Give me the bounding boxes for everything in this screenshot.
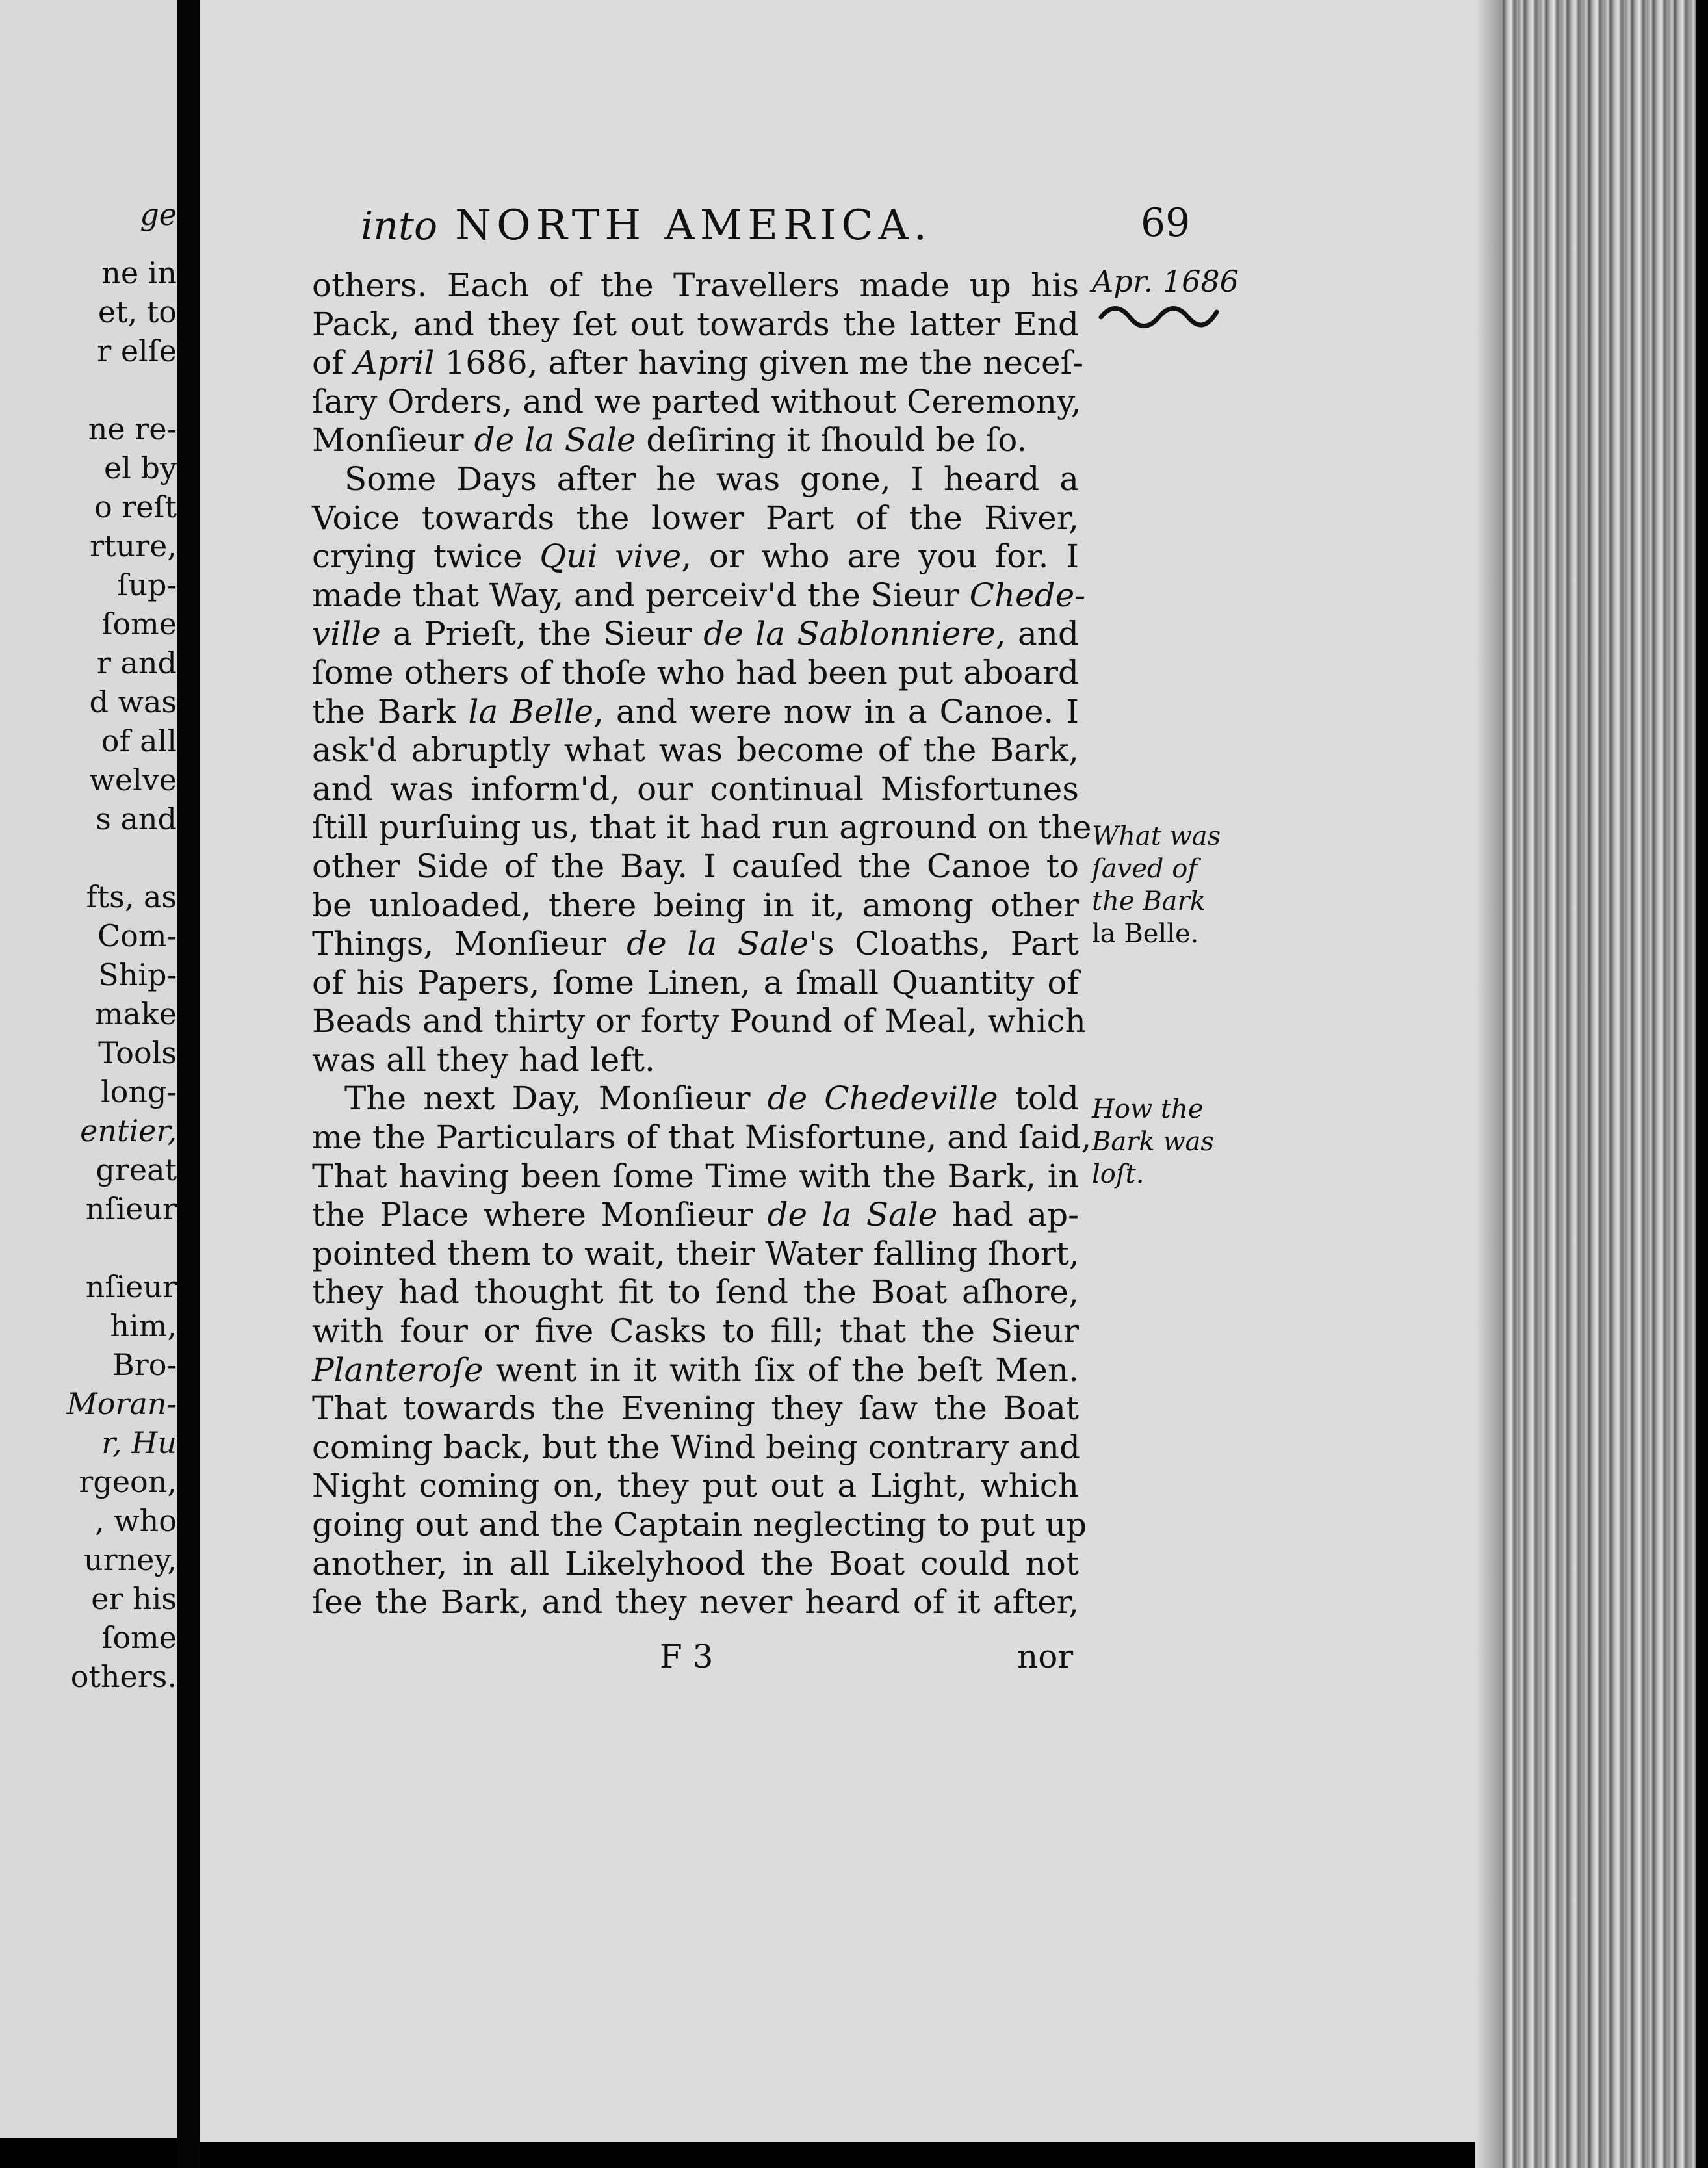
text-segment: going out and the Captain neglecting to put up bbox=[312, 1506, 1087, 1543]
italic-text: de la Sale bbox=[474, 421, 636, 459]
text-line bbox=[312, 1428, 1079, 1467]
text-line bbox=[312, 383, 1079, 422]
text-segment: of his Papers, ſome Linen, a ſmall Quantity of bbox=[312, 963, 1079, 1001]
margin-note-line: the Bark bbox=[1092, 886, 1206, 916]
text-line bbox=[312, 1118, 1092, 1157]
text-line bbox=[312, 537, 1079, 576]
text-line bbox=[312, 731, 1079, 770]
text-line bbox=[312, 847, 1079, 886]
text-line bbox=[312, 1002, 1086, 1041]
text-segment: ſee the Bark, and they never heard of it after, bbox=[312, 1583, 1079, 1621]
text-line bbox=[312, 1312, 1079, 1351]
text-segment: crying twice bbox=[312, 537, 540, 576]
text-segment: , or who are you for. I bbox=[681, 537, 1080, 576]
left-page-line: Moran- bbox=[66, 1386, 177, 1421]
left-page-line: ne in bbox=[101, 255, 177, 290]
text-line bbox=[312, 344, 1083, 383]
left-page-line: long- bbox=[100, 1074, 177, 1109]
text-segment: ſtill purſuing us, that it had run aground on the bbox=[312, 808, 1092, 847]
margin-note-line: loſt. bbox=[1092, 1159, 1145, 1189]
text-segment: of bbox=[312, 344, 354, 382]
text-segment: be unloaded, there being in it, among other bbox=[312, 886, 1079, 924]
text-line bbox=[312, 305, 1079, 344]
text-segment: Pack, and they ſet out towards the latter End bbox=[312, 305, 1079, 343]
left-page-line: r and bbox=[96, 645, 177, 680]
text-segment: me the Particulars of that Misfortune, and ſaid, bbox=[312, 1118, 1092, 1157]
text-line bbox=[312, 964, 1079, 1003]
page-edges bbox=[1475, 0, 1696, 2168]
text-line bbox=[312, 1583, 1079, 1622]
left-facing-page bbox=[0, 0, 177, 2138]
page-edge-shadow bbox=[1475, 0, 1501, 2168]
text-segment: they had thought fit to ſend the Boat aſhore, bbox=[312, 1273, 1079, 1311]
book-gutter bbox=[177, 0, 200, 2168]
text-segment: , and bbox=[995, 615, 1079, 653]
left-page-line: o reſt bbox=[94, 489, 177, 524]
swash-ornament-icon bbox=[1097, 303, 1221, 329]
margin-note-line: How the bbox=[1092, 1094, 1204, 1124]
margin-note-saved bbox=[1092, 820, 1221, 950]
text-line bbox=[312, 615, 1079, 654]
text-segment: was all they had left. bbox=[312, 1040, 655, 1079]
left-page-line: , who bbox=[95, 1503, 177, 1538]
text-segment: another, in all Likelyhood the Boat could not bbox=[312, 1544, 1079, 1582]
text-segment: told bbox=[998, 1079, 1079, 1118]
italic-text: ville bbox=[312, 615, 381, 653]
text-line bbox=[312, 421, 1079, 460]
left-page-line: entier, bbox=[80, 1113, 177, 1148]
text-line bbox=[312, 1545, 1079, 1584]
text-segment: deſiring it ſhould be ſo. bbox=[636, 421, 1028, 459]
left-page-line: great bbox=[96, 1152, 177, 1187]
italic-text: Qui vive bbox=[539, 537, 682, 576]
text-line bbox=[312, 1079, 1079, 1118]
italic-text: la Belle bbox=[468, 692, 594, 730]
text-segment: 1686, after having given me the neceſ- bbox=[434, 344, 1083, 382]
page-number: 69 bbox=[1141, 200, 1191, 246]
text-line bbox=[312, 499, 1079, 538]
italic-text: de Chedeville bbox=[767, 1079, 998, 1118]
margin-note-line: ſaved of bbox=[1092, 854, 1198, 884]
text-line bbox=[312, 1196, 1079, 1235]
text-line bbox=[312, 925, 1079, 964]
running-head bbox=[361, 201, 1271, 253]
text-segment: ſary Orders, and we parted without Ceremony, bbox=[312, 382, 1081, 420]
italic-text: Chede- bbox=[969, 576, 1086, 614]
left-page-line: Ship- bbox=[98, 957, 177, 992]
text-line bbox=[312, 1235, 1079, 1274]
text-line bbox=[312, 654, 1079, 693]
text-segment: the Place where Monſieur bbox=[312, 1196, 768, 1234]
left-page-line: r, Hu bbox=[101, 1425, 177, 1460]
italic-text: Planteroſe bbox=[312, 1350, 484, 1389]
text-line bbox=[312, 266, 1079, 305]
margin-date-text: Apr. 1686 bbox=[1092, 264, 1239, 299]
running-head-into: into bbox=[361, 203, 438, 249]
text-segment: The next Day, Monſieur bbox=[344, 1079, 768, 1118]
left-page-line: welve bbox=[89, 762, 177, 797]
text-segment: ask'd abruptly what was become of the Bark, bbox=[312, 731, 1079, 769]
left-page-line: Com- bbox=[97, 918, 177, 953]
left-page-line: of all bbox=[101, 723, 177, 758]
text-segment: Monſieur bbox=[312, 421, 474, 459]
text-segment: made that Way, and perceiv'd the Sieur bbox=[312, 576, 970, 614]
text-segment: pointed them to wait, their Water falling ſhort, bbox=[312, 1234, 1080, 1272]
left-page-line: er his bbox=[91, 1581, 177, 1616]
text-line bbox=[312, 1041, 1079, 1080]
running-head-title: NORTH AMERICA. bbox=[455, 201, 933, 250]
text-segment: went in it with ſix of the beſt Men. bbox=[483, 1350, 1079, 1389]
text-segment: ſome others of thoſe who had been put aboard bbox=[312, 653, 1079, 691]
text-line bbox=[312, 1351, 1079, 1390]
catchword: nor bbox=[1017, 1638, 1074, 1675]
body-text bbox=[312, 266, 1092, 1622]
left-page-line: rgeon, bbox=[79, 1464, 177, 1499]
text-segment: and was inform'd, our continual Misfortunes bbox=[312, 769, 1079, 808]
text-segment: Voice towards the lower Part of the River, bbox=[312, 498, 1079, 537]
italic-text: April bbox=[354, 344, 435, 382]
text-line bbox=[312, 576, 1086, 615]
left-page-line: rture, bbox=[90, 528, 177, 563]
text-segment: Some Days after he was gone, I heard a bbox=[344, 459, 1079, 498]
left-page-line: fts, as bbox=[86, 879, 177, 914]
margin-note-line: Bark was bbox=[1092, 1127, 1214, 1157]
text-line bbox=[312, 693, 1079, 732]
left-page-line: el by bbox=[104, 450, 177, 485]
text-segment: Beads and thirty or forty Pound of Meal, which bbox=[312, 1002, 1086, 1040]
margin-note-line: What was bbox=[1092, 821, 1221, 851]
text-line bbox=[312, 1273, 1079, 1312]
text-segment: Things, Monſieur bbox=[312, 925, 627, 963]
text-segment: coming back, but the Wind being contrary and bbox=[312, 1428, 1080, 1466]
text-segment: , and were now in a Canoe. I bbox=[593, 692, 1079, 730]
left-page-line: r elſe bbox=[97, 333, 177, 368]
text-line bbox=[312, 460, 1079, 499]
left-page-line: ſup- bbox=[117, 567, 177, 602]
left-page-line: urney, bbox=[84, 1542, 177, 1577]
text-segment: with four or five Casks to fill; that the Sieur bbox=[312, 1312, 1079, 1350]
left-page-line: ſome bbox=[101, 1620, 177, 1655]
left-page-line: him, bbox=[110, 1308, 177, 1343]
left-page-line: d was bbox=[89, 684, 177, 719]
text-line bbox=[312, 1389, 1079, 1428]
left-page-line: Bro- bbox=[112, 1347, 177, 1382]
text-segment: Night coming on, they put out a Light, which bbox=[312, 1467, 1079, 1505]
left-page-line: ge bbox=[140, 197, 177, 232]
left-page-line: et, to bbox=[97, 294, 177, 329]
margin-note-line: la Belle. bbox=[1092, 919, 1199, 949]
text-segment: That towards the Evening they ſaw the Boat bbox=[312, 1389, 1079, 1428]
left-page-line: ne re- bbox=[88, 411, 177, 446]
left-page-line: s and bbox=[96, 801, 177, 836]
margin-date-note bbox=[1092, 265, 1239, 298]
italic-text: de la Sale bbox=[767, 1196, 938, 1234]
left-page-line: make bbox=[94, 996, 177, 1031]
italic-text: de la Sale bbox=[627, 925, 809, 963]
text-line bbox=[312, 886, 1079, 925]
left-page-line: ſome bbox=[101, 606, 177, 641]
text-line bbox=[312, 770, 1079, 809]
text-line bbox=[312, 1467, 1079, 1506]
text-line bbox=[312, 1157, 1079, 1196]
signature-mark: F 3 bbox=[660, 1638, 714, 1675]
italic-text: de la Sablonniere bbox=[703, 615, 996, 653]
left-page-line: nſieur bbox=[85, 1269, 177, 1304]
left-page-line: others. bbox=[70, 1659, 177, 1694]
text-segment: had ap- bbox=[937, 1196, 1079, 1234]
text-segment: the Bark bbox=[312, 692, 469, 730]
margin-note-lost bbox=[1092, 1093, 1214, 1191]
left-page-line: Tools bbox=[98, 1035, 177, 1070]
text-segment: others. Each of the Travellers made up his bbox=[312, 266, 1079, 304]
text-segment: a Prieſt, the Sieur bbox=[380, 615, 704, 653]
text-line bbox=[312, 1506, 1087, 1545]
left-page-line: nſieur bbox=[85, 1191, 177, 1226]
text-segment: 's Cloaths, Part bbox=[809, 925, 1079, 963]
text-segment: other Side of the Bay. I cauſed the Canoe to bbox=[312, 847, 1079, 885]
text-segment: That having been ſome Time with the Bark, in bbox=[312, 1157, 1079, 1195]
text-line bbox=[312, 808, 1092, 847]
